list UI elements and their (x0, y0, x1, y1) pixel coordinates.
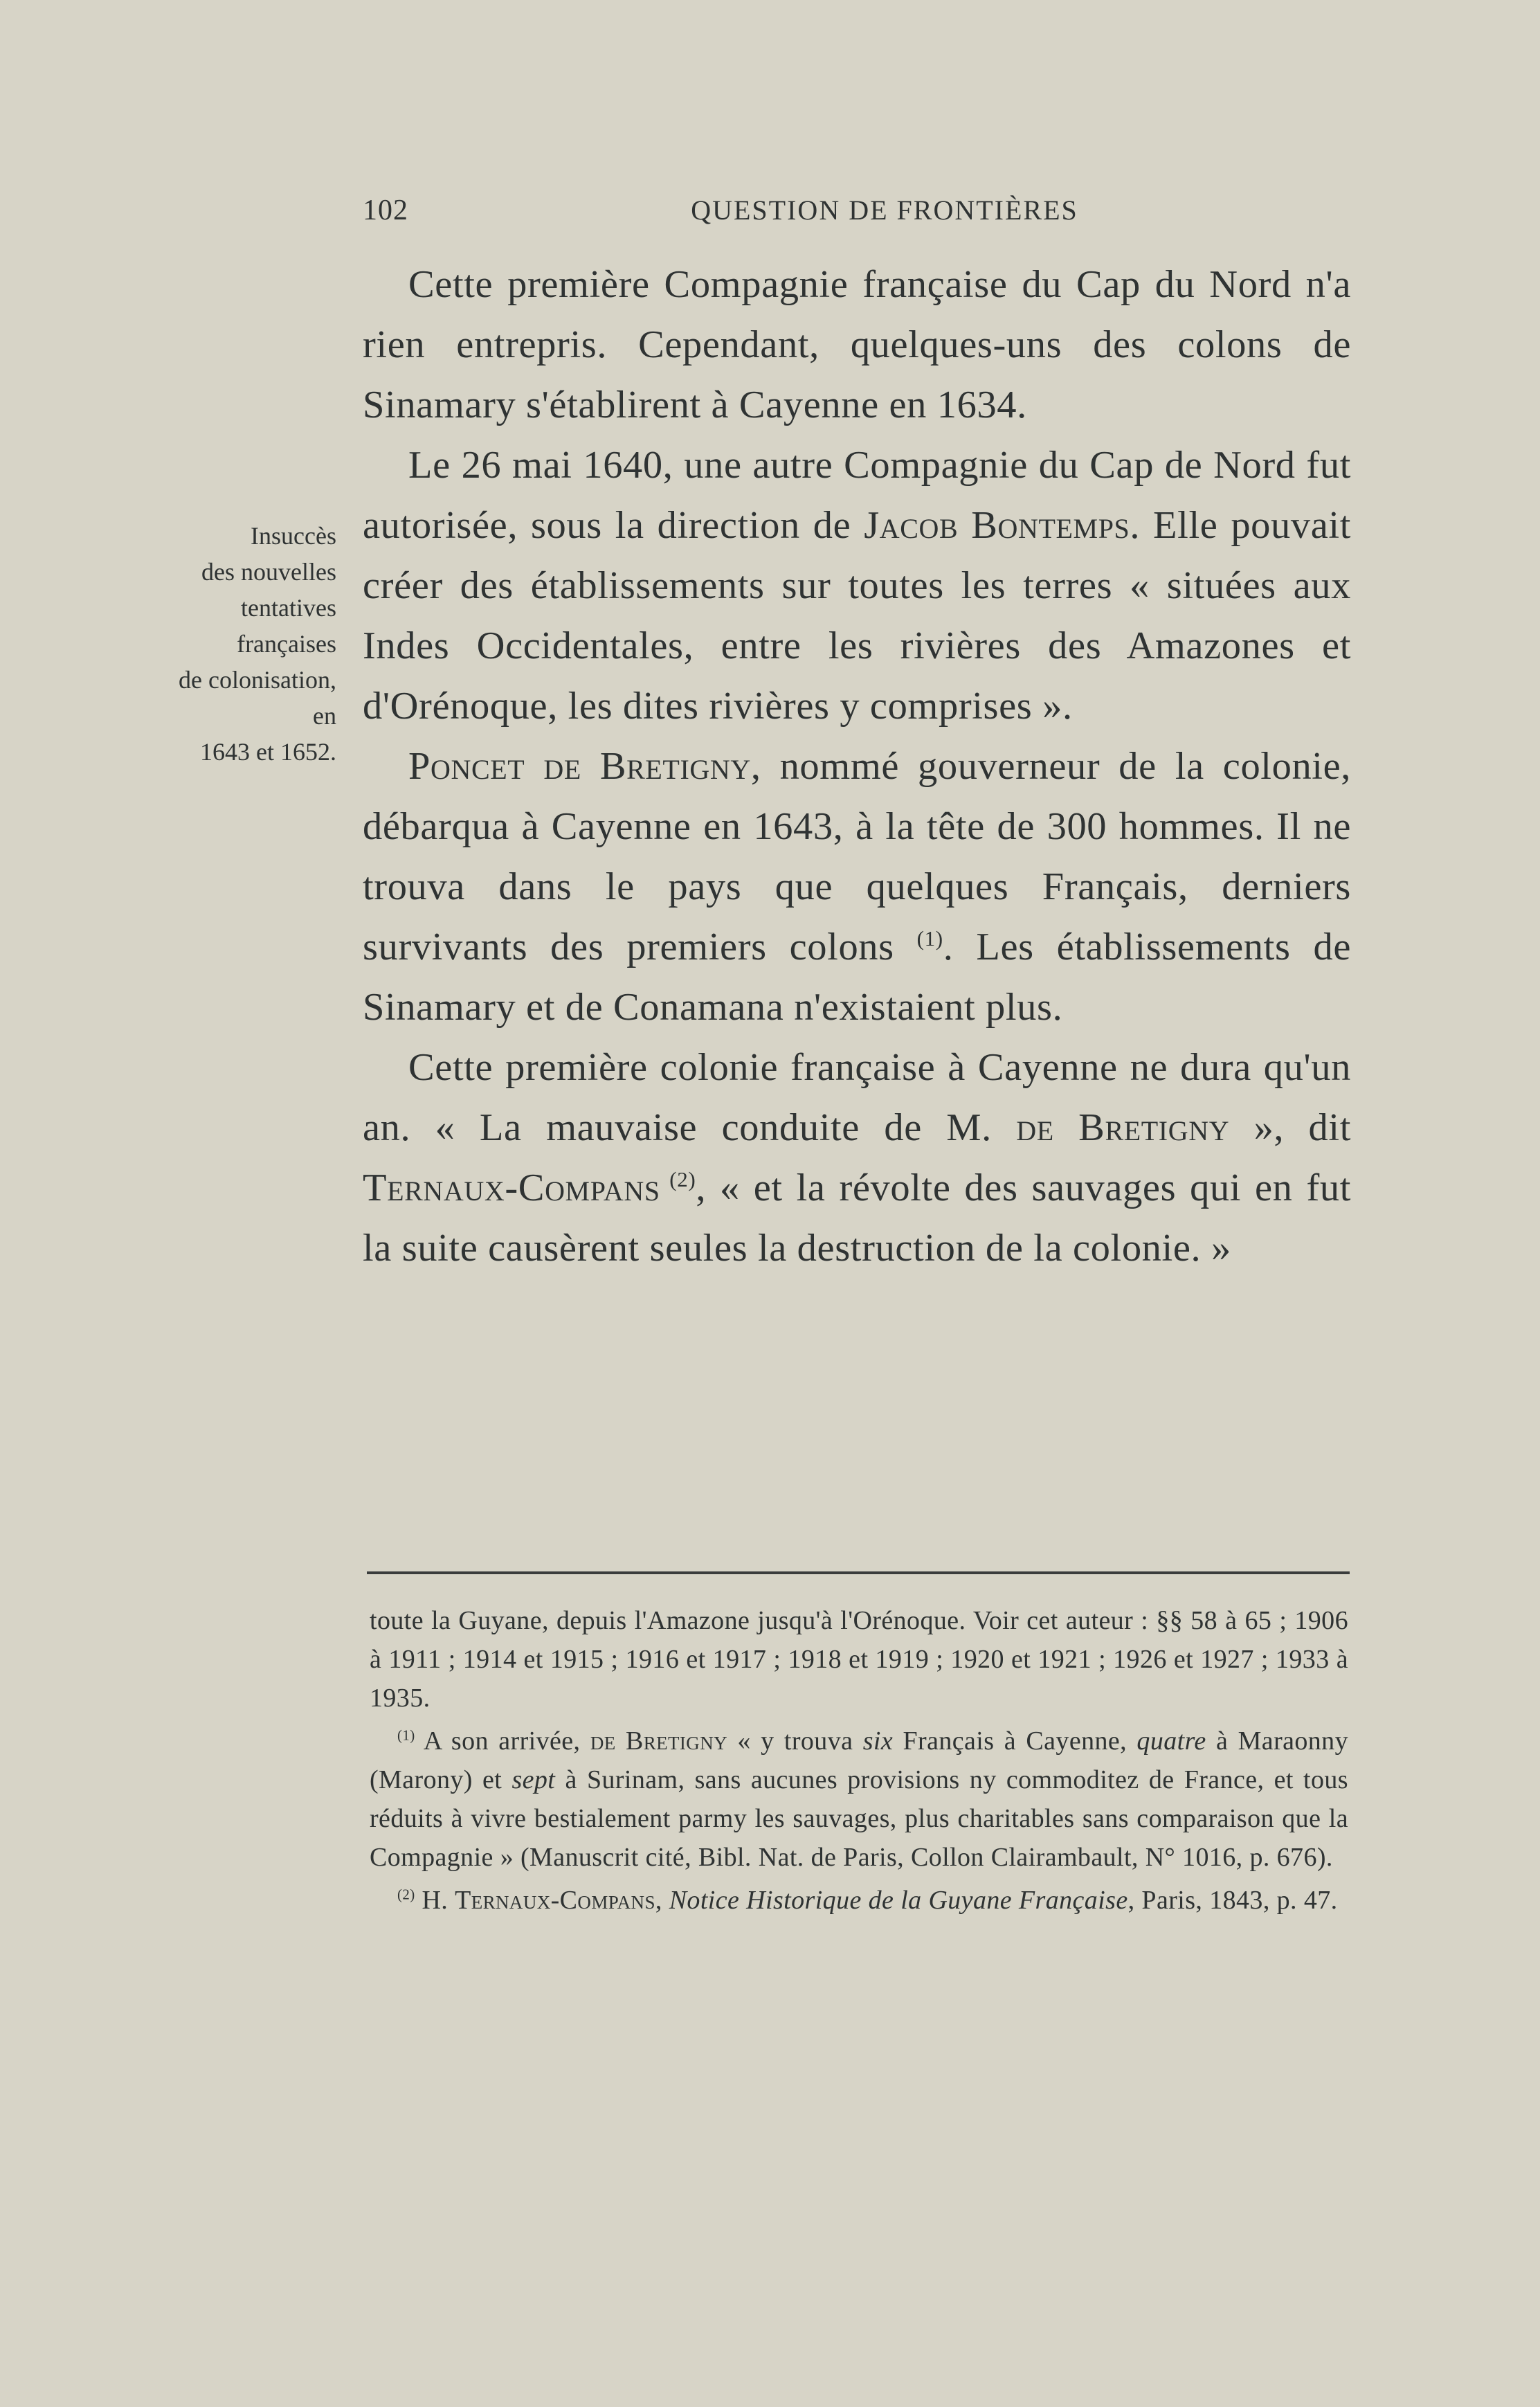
footnote-2-mark: (2) (397, 1886, 415, 1903)
margin-note-line: Insuccès (251, 522, 336, 550)
running-title: QUESTION DE FRONTIÈRES (691, 195, 1078, 226)
footnote-1-text: à Maraonny (Marony) et (370, 1727, 1348, 1794)
paragraph-4-text-c: , « et la révolte des sauvages qui en fut la suite causèrent seules la destruction de la colonie. » (363, 1166, 1352, 1270)
footnote-2 (370, 1881, 1348, 1920)
person-name: Ternaux-Compans (455, 1886, 655, 1915)
person-name: de Bretigny (590, 1727, 727, 1756)
person-name: Ternaux-Compans (363, 1166, 660, 1209)
margin-note-line: de colonisation, (179, 666, 336, 694)
person-name: Jacob Bontemps (864, 504, 1130, 547)
person-name: Poncet de Bretigny (408, 745, 751, 788)
footnote-2-text: H. (415, 1886, 455, 1915)
emphasis: sept (511, 1765, 556, 1794)
footnote-1 (370, 1722, 1348, 1877)
footnote-ref-2: (2) (660, 1167, 696, 1192)
paragraph-1-text: Cette première Compagnie française du Cap du Nord n'a rien entrepris. Cependant, quelques-uns des colons de Sinamary s'établirent à Cayenne en 1634. (363, 263, 1351, 426)
paragraph-2-text-b: . Elle pouvait créer des établissements sur toutes les terres « situées aux Indes Occidentales, entre les rivières des Amazones et d'Orénoque, les dites rivières y comprises ». (363, 504, 1352, 728)
footnote-ref-1: (1) (916, 926, 943, 951)
footnote-2-text: , Paris, 1843, p. 47. (1127, 1886, 1338, 1915)
paragraph-3 (363, 737, 1351, 1038)
footnote-1-mark: (1) (397, 1727, 415, 1744)
page-number: 102 (363, 195, 408, 226)
margin-note-line: des nouvelles (201, 558, 336, 586)
paragraph-2-text-a: Le 26 mai 1640, une autre Compagnie du Cap de Nord fut autorisée, sous la direction de (363, 444, 1351, 547)
emphasis: quatre (1136, 1727, 1206, 1756)
footnote-1-text: à Surinam, sans aucunes provisions ny commoditez de France, et tous réduits à vivre bestialement parmy les sauvages, plus charitables sans comparaison que la Compagnie » (Manuscrit cité, Bibl. Nat. de Paris, Collon Clairambault, N° 1016, p. 676). (370, 1765, 1348, 1872)
book-title: Notice Historique de la Guyane Française (669, 1886, 1128, 1915)
footnote-continuation: toute la Guyane, depuis l'Amazone jusqu'à l'Orénoque. Voir cet auteur : §§ 58 à 65 ; 1906 à 1911 ; 1914 et 1915 ; 1916 et 1917 ; 1918 et 1919 ; 1920 et 1921 ; 1926 et 1927 ; 1933 à 1935. (370, 1606, 1348, 1713)
paragraph-4 (363, 1038, 1351, 1279)
page-header (363, 194, 1351, 235)
margin-note-line: tentatives (241, 594, 336, 622)
paragraph-3-text-b: . Les établissements de Sinamary et de Conamana n'existaient plus. (363, 926, 1351, 1029)
margin-note-line: en (313, 702, 336, 730)
paragraph-4-text-a: Cette première colonie française à Cayenne ne dura qu'un an. « La mauvaise conduite de M. (363, 1046, 1351, 1149)
footnote-1-text: « y trouva (727, 1727, 863, 1756)
margin-note-line: 1643 et 1652. (200, 738, 336, 766)
margin-note (136, 518, 336, 770)
body-text (363, 255, 1351, 1279)
paragraph-4-text-b: », dit (1229, 1106, 1351, 1149)
emphasis: six (862, 1727, 894, 1756)
footnote-2-text: , (655, 1886, 669, 1915)
footnote-1-text: Français à Cayenne, (893, 1727, 1137, 1756)
person-name: de Bretigny (1016, 1106, 1230, 1149)
footnote-divider (367, 1571, 1350, 1574)
footnote-1-text: A son arrivée, (415, 1727, 590, 1756)
margin-note-line: françaises (237, 630, 336, 658)
footnotes (370, 1601, 1348, 1920)
paragraph-3-text-a: , nommé gouverneur de la colonie, débarqua à Cayenne en 1643, à la tête de 300 hommes. Il ne trouva dans le pays que quelques Français, derniers survivants des premiers colons (363, 745, 1351, 968)
paragraph-1 (363, 255, 1351, 435)
paragraph-2 (363, 435, 1351, 737)
